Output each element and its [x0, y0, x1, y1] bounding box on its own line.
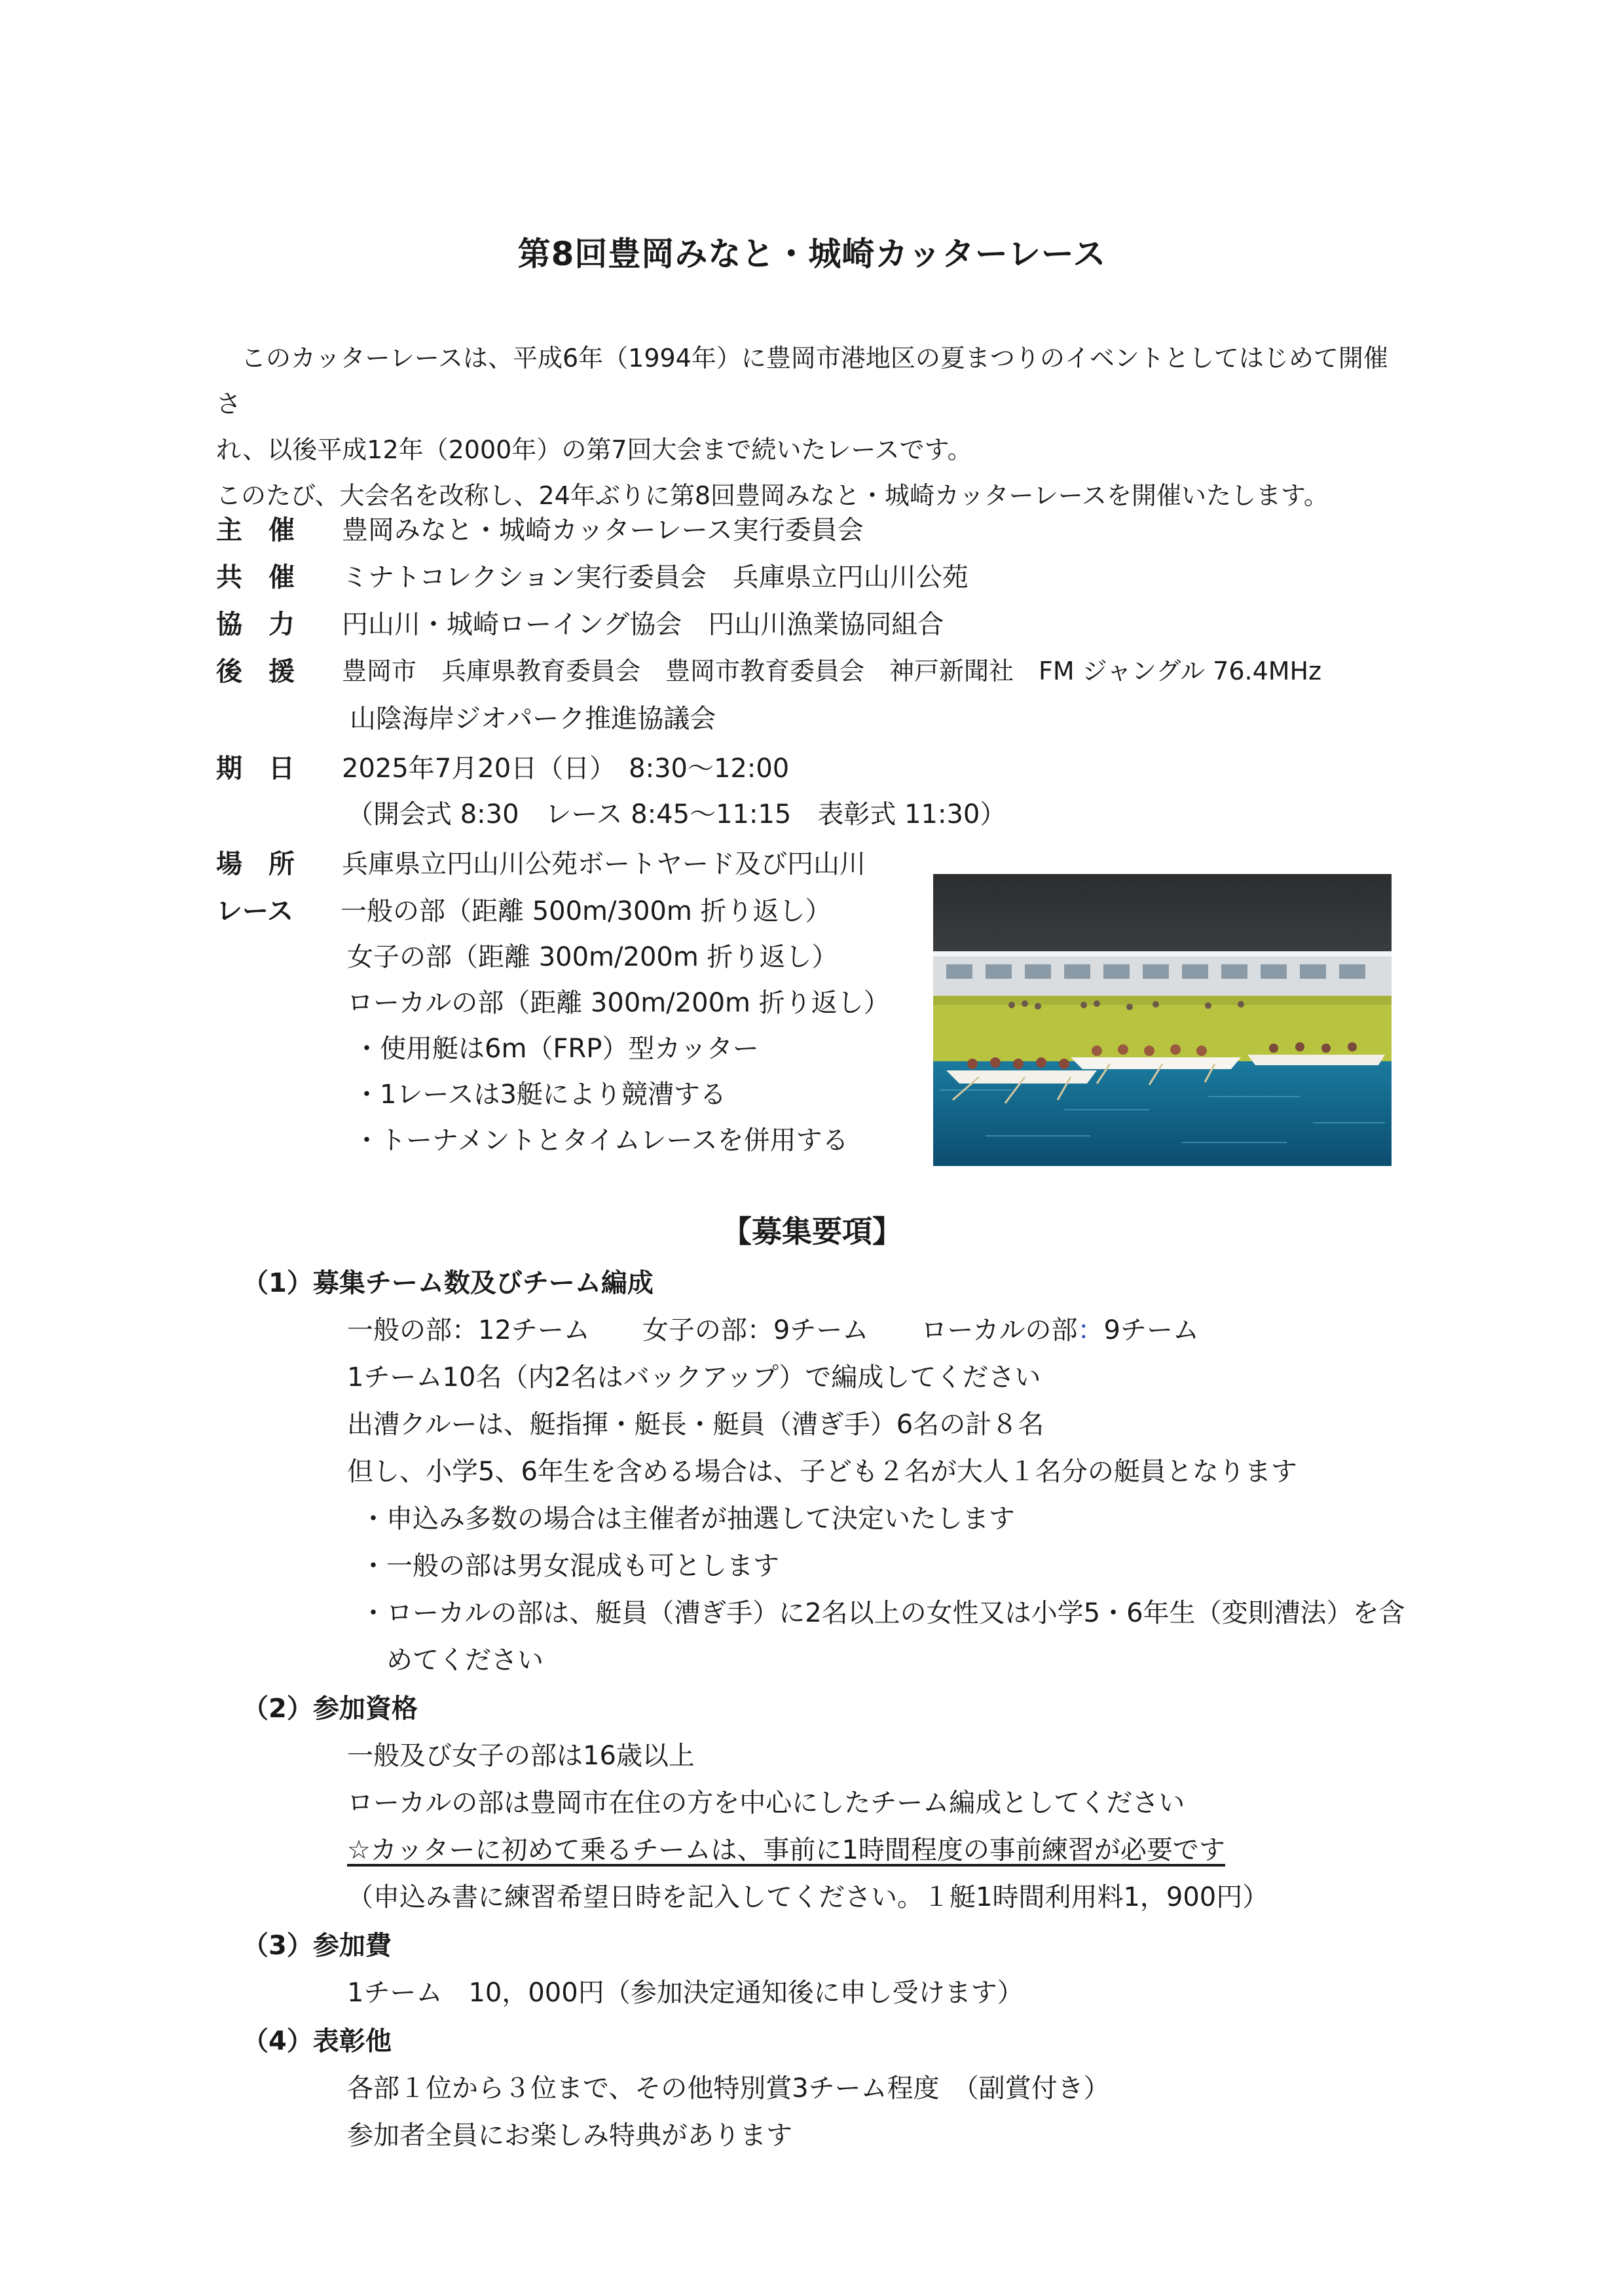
section-2-note: （申込み書に練習希望日時を記入してください。１艇1時間利用料1，900円）: [347, 1882, 1269, 1912]
section-1-teams: [347, 1309, 1199, 1347]
intro-text: [216, 335, 1395, 519]
section-1-heading: （1）募集チーム数及びチーム編成: [242, 1268, 654, 1298]
info-value: （開会式 8:30 レース 8:45～11:15 表彰式 11:30）: [347, 799, 1006, 829]
info-value: 豊岡市 兵庫県教育委員会 豊岡市教育委員会 神戸新聞社 FM ジャングル 76.4MHz: [342, 657, 1322, 685]
info-label: 共 催: [216, 562, 295, 592]
section-2-line: 一般及び女子の部は16歳以上: [347, 1741, 695, 1771]
section-1-line: 但し、小学5、6年生を含める場合は、子ども２名が大人１名分の艇員となります: [347, 1457, 1297, 1487]
info-value: ミナトコレクション実行委員会 兵庫県立円山川公苑: [342, 562, 969, 592]
section-4-line: 各部１位から３位まで、その他特別賞3チーム程度 （副賞付き）: [347, 2073, 1110, 2104]
info-value: 豊岡みなと・城崎カッターレース実行委員会: [342, 515, 864, 545]
info-label: 主 催: [216, 515, 295, 545]
info-value: 山陰海岸ジオパーク推進協議会: [350, 704, 716, 734]
race-line: ローカルの部（距離 300m/200m 折り返し）: [347, 988, 890, 1018]
race-line: ・1レースは3艇により競漕する: [354, 1080, 726, 1110]
intro-paragraph-1: このカッターレースは、平成6年（1994年）に豊岡市港地区の夏まつりのイベントとしてはじめて開催さ: [216, 344, 1388, 418]
section-3-heading: （3）参加費: [242, 1931, 392, 1961]
info-label: レース: [216, 896, 293, 926]
info-value: 2025年7月20日（日） 8:30～12:00: [342, 754, 790, 784]
info-label: 期 日: [216, 754, 295, 784]
recruit-heading: 【募集要項】: [722, 1214, 902, 1249]
section-4-line: 参加者全員にお楽しみ特典があります: [347, 2121, 792, 2151]
section-2-notice: ☆カッターに初めて乗るチームは、事前に1時間程度の事前練習が必要です: [347, 1835, 1225, 1865]
info-value: 円山川・城崎ローイング協会 円山川漁業協同組合: [342, 610, 944, 640]
info-value: 兵庫県立円山川公苑ボートヤード及び円山川: [342, 849, 866, 879]
section-1-bullet: めてください: [360, 1645, 544, 1675]
section-1-bullet: ・申込み多数の場合は主催者が抽選して決定いたします: [360, 1504, 1015, 1534]
section-2-line: ローカルの部は豊岡市在住の方を中心にしたチーム編成としてください: [347, 1788, 1185, 1818]
section-1-line: 1チーム10名（内2名はバックアップ）で編成してください: [347, 1362, 1041, 1393]
race-line: 女子の部（距離 300m/200m 折り返し）: [347, 942, 838, 972]
teams-count: 9チーム: [1103, 1315, 1199, 1345]
info-label: 後 援: [216, 657, 295, 687]
section-2-heading: （2）参加資格: [242, 1694, 418, 1724]
info-label: 場 所: [216, 849, 295, 879]
info-label: 協 力: [216, 610, 295, 640]
page-title: 第8回豊岡みなと・城崎カッターレース: [517, 235, 1107, 273]
section-1-bullet: ・ローカルの部は、艇員（漕ぎ手）に2名以上の女性又は小学5・6年生（変則漕法）を含: [360, 1598, 1405, 1628]
race-line: ・トーナメントとタイムレースを併用する: [354, 1125, 849, 1156]
race-line: ・使用艇は6m（FRP）型カッター: [354, 1034, 759, 1064]
section-3-line: 1チーム 10，000円（参加決定通知後に申し受けます）: [347, 1978, 1024, 2008]
teams-text: 一般の部：12チーム 女子の部：9チーム ローカルの部: [347, 1315, 1078, 1345]
teams-colon: ：: [1077, 1315, 1104, 1345]
intro-paragraph-1-cont: れ、以後平成12年（2000年）の第7回大会まで続いたレースです。: [216, 435, 972, 464]
race-line: 一般の部（距離 500m/300m 折り返し）: [341, 896, 832, 926]
intro-paragraph-2: このたび、大会名を改称し、24年ぶりに第8回豊岡みなと・城崎カッターレースを開催いたします。: [216, 481, 1329, 510]
section-1-bullet: ・一般の部は男女混成も可とします: [360, 1551, 779, 1581]
section-1-line: 出漕クルーは、艇指揮・艇長・艇員（漕ぎ手）6名の計８名: [347, 1410, 1044, 1440]
race-photo: [933, 874, 1392, 1166]
section-4-heading: （4）表彰他: [242, 2026, 392, 2056]
